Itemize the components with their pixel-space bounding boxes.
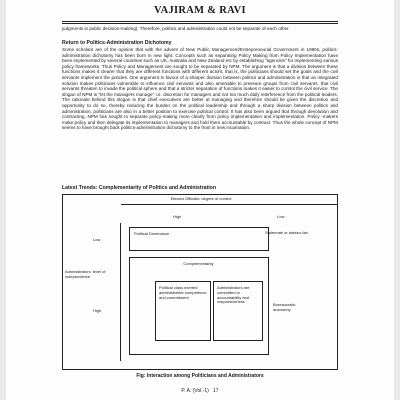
bureaucratic-autonomy-label: Bureaucratic autonomy bbox=[273, 302, 296, 312]
section-heading-dichotomy: Return to Politics-Administration Dichotomy bbox=[62, 40, 172, 46]
administrators-text: Administrators are committed to accountability and responsiveness bbox=[217, 285, 250, 305]
page-footer bbox=[62, 388, 338, 394]
political-class-text: Political class exerted administrative competence and commitment bbox=[159, 285, 207, 300]
figure-caption: Fig: Interaction among Politicians and Administrators bbox=[136, 373, 264, 379]
row-axis-line bbox=[120, 223, 121, 361]
column-high-label: High bbox=[173, 214, 182, 219]
header-rule bbox=[62, 21, 338, 22]
column-low-label: Low bbox=[277, 214, 285, 219]
header-rule-secondary bbox=[62, 23, 338, 24]
top-axis-label: Elected Officials: degree of control bbox=[170, 196, 232, 201]
political-dominance-label: Political Dominance bbox=[134, 231, 170, 236]
footer-label: P. A. (Vol.-1) bbox=[181, 388, 209, 394]
top-axis-line bbox=[121, 204, 337, 205]
row-high-label: High bbox=[93, 308, 102, 313]
page-header: VAJIRAM & RAVI bbox=[154, 5, 246, 16]
row-axis-label: Administrators: level of independence bbox=[65, 269, 106, 279]
political-dominance-box bbox=[129, 227, 269, 251]
dichotomy-paragraph: Some scholars are of the opinion that with the advent of New Public Management/Entrepreneurial Government in 1990s, politics-administration dichotomy has been born in new light. Concepts such as separating Policy Making from Policy Implementation have been implemented by several countries such as UK, Australia and New Zealand etc by establishing "agencies" for implementing various policy frameworks. Thus Policy and Management are sought to be separated by NPM. The argument is that a division between these functions makes it clearer that they are different functions with different actors, that is, the politicians should set the goals and the civil servants implement the policies. One argument in favour of a sharper division between politics and administration is that an integrated solution makes politicians vulnerable to influence civil servants and also amenable to pressure groups from civil servants, that civil servants threaten to invade the political sphere and that a stricter separation of functions makes it easier to control the civil service. The slogan of NPM is "let the managers manage" i.e. discretion for managers and not too much daily interference from the political leaders. The rationale behind this slogan is that chief executives are better at managing and therefore should be given the discretion and opportunity to do so, thereby reducing the burden on the political leadership and through a sharp division between politics and administration, politicians are also in a better position to exercise political control. It has also been argued that through devolution and contracting, NPM has sought to separate policy-making more clearly from policy implementation and implementation. Policy -makers make policy and then delegate its implementation to managers and hold them accountable by contract. Thus the whole concept of NPM seems to have brought back politics-administration dichotomy to the front in new incarnation. bbox=[62, 47, 338, 131]
interaction-figure bbox=[62, 194, 338, 370]
complementarity-label: Complementarity bbox=[183, 261, 214, 266]
stalemate-label: Stalemate or laissez-fair bbox=[265, 230, 308, 235]
intro-paragraph: judgments in public decision-making). Therefore, politics and administration could not be separate of each other. bbox=[62, 26, 290, 31]
row-low-label: Low bbox=[93, 237, 101, 242]
political-class-cell bbox=[155, 281, 211, 341]
section-heading-complementarity: Latest Trends: Complementarity of Politics and Administration bbox=[62, 185, 217, 191]
page-number: 17 bbox=[213, 388, 219, 394]
administrators-cell bbox=[213, 281, 263, 341]
